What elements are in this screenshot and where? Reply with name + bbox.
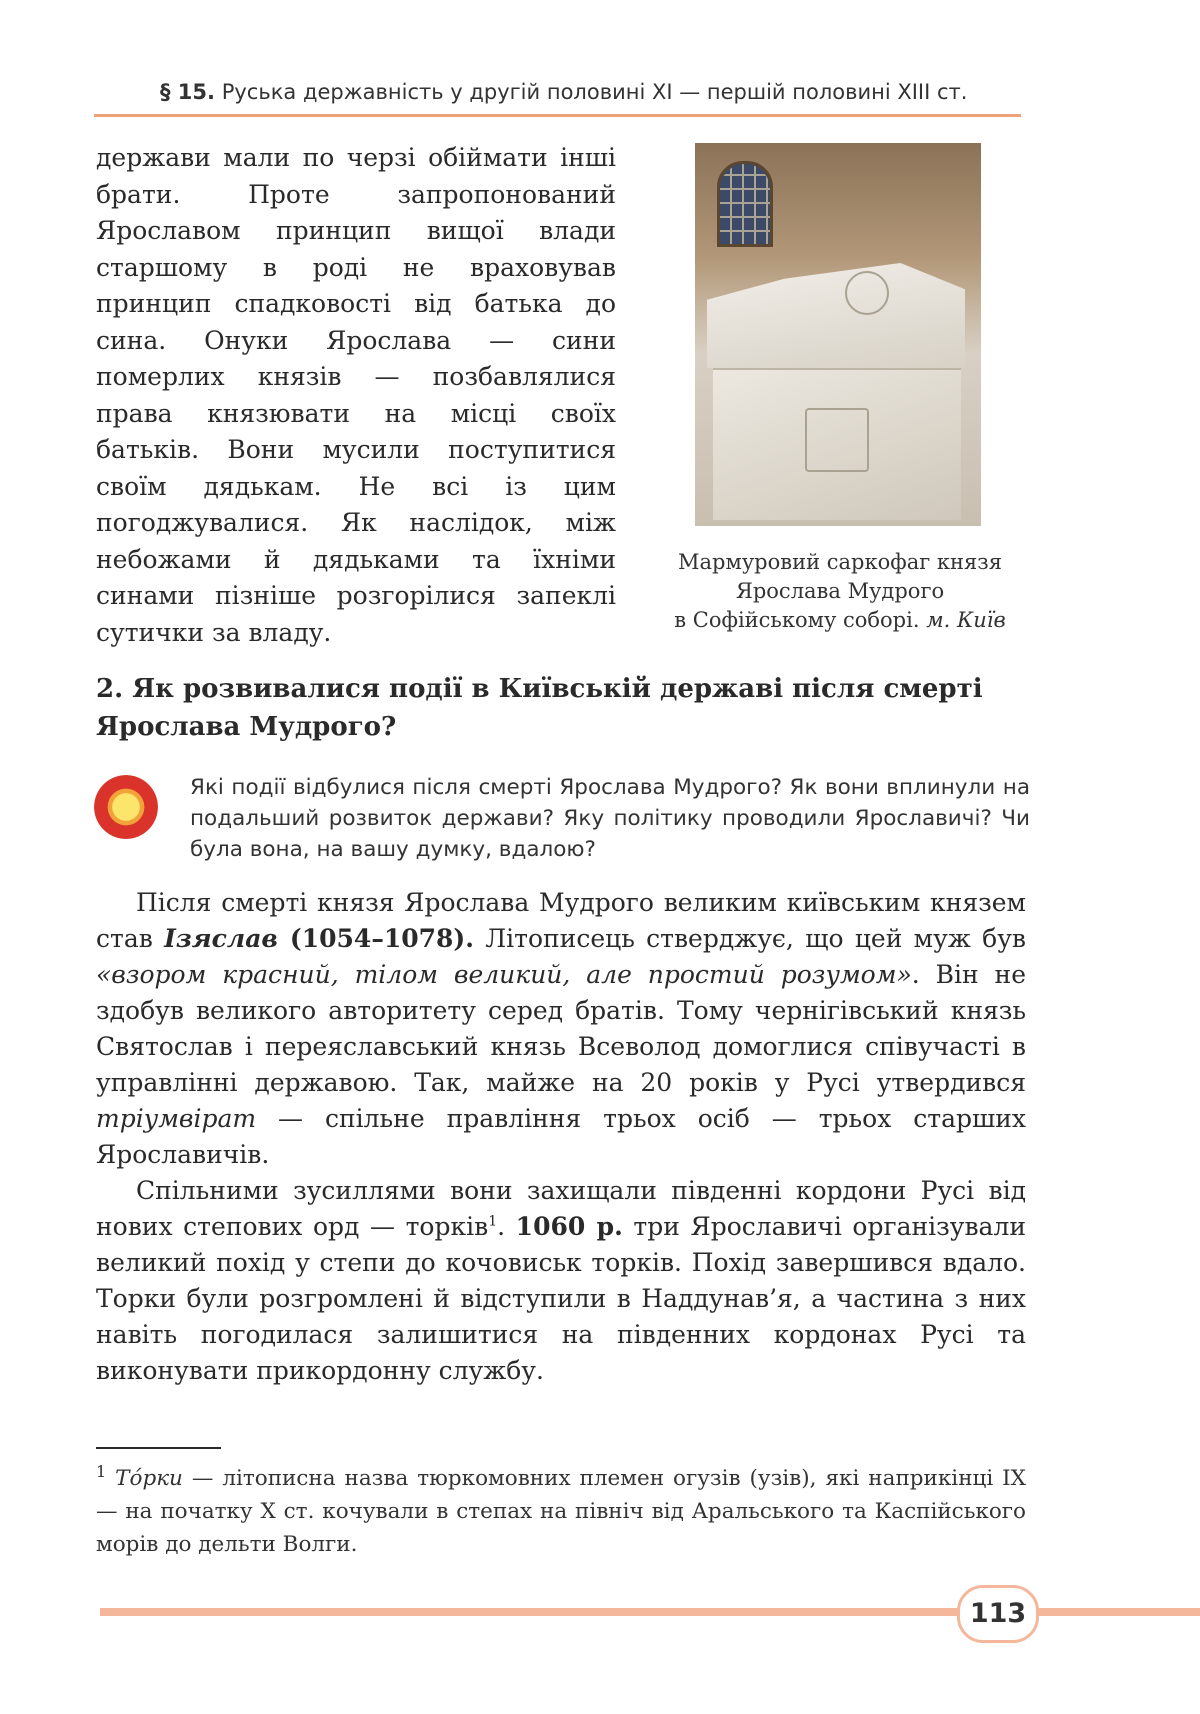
section-number: § 15. [160, 80, 216, 104]
caption-line-1: Мармуровий саркофаг князя [678, 550, 1002, 574]
carved-cross-detail [805, 408, 869, 472]
intro-text-column [96, 140, 616, 651]
page-number: 113 [957, 1585, 1039, 1643]
caption-line-3: в Софійському соборі. м. Київ [674, 608, 1006, 632]
footnote-number: 1 [96, 1462, 107, 1481]
paragraph-torks: Спільними зусиллями вони захищали південні кордони Русі від нових степових орд — торків$^1$. 1060 р. три Ярославичі організували великий похід у степи до кочовиськ торків. Похід завершився вдало. Торки були розгромлені й відступили в Наддунав’я, а частина з них навіть погодилася залишитися на південних кордонах Русі та виконувати прикордонну службу. [96, 1176, 1027, 1385]
reign-years: (1054–1078). [277, 924, 474, 953]
footnote-ref: 1 [488, 1213, 498, 1230]
term-triumvirate: тріумвірат [96, 1104, 257, 1133]
window-detail [717, 161, 773, 247]
footnote-divider [96, 1447, 221, 1449]
year-1060: 1060 р. [515, 1212, 623, 1241]
footnote: $^1$ Тóрки — літописна назва тюркомовних племен огузів (узів), які наприкінці IX — на початку X ст. кочували в степах на північ від Аральського та Каспійського морів до дельти Волги. [96, 1462, 1026, 1558]
sarcophagus-lid [707, 263, 965, 368]
header-divider [94, 114, 1021, 117]
ornament-icon [94, 775, 158, 839]
footnote-term: Тóрки [115, 1466, 183, 1492]
intro-paragraph: держави мали по черзі обіймати інші брати. Проте запропонований Ярославом принцип вищої влади старшому в роді не враховував принцип спадковості від батька до сина. Онуки Ярослава — сини померлих князів — позбавлялися права князювати на місці своїх батьків. Вони мусили поступитися своїм дядькам. Не всі із цим погоджувалися. Як наслідок, між небожами й дядьками та їхніми синами пізніше розгорілися запеклі сутички за владу. [96, 143, 616, 647]
chronicle-quote: «взором красний, тілом великий, але простий розумом» [96, 960, 912, 989]
main-text [96, 885, 1026, 1389]
paragraph-izyaslav: Після смерті князя Ярослава Мудрого великим київським князем став Ізяслав (1054–1078). Літописець стверджує, що цей муж був «взором красний, тілом великий, але простий розумом». Він не здобув великого авторитету серед братів. Тому чернігівський князь Святослав і переяславський князь Всеволод домоглися співучасті в управлінні державою. Так, майже на 20 років у Русі утвердився тріумвірат — спільне правління трьох осіб — трьох старших Ярославичів. [96, 888, 1027, 1169]
section-question-heading: 2. Як розвивалися події в Київській державі після смерті Ярослава Мудрого? [96, 674, 983, 742]
running-header [160, 80, 1020, 118]
caption-line-2: Ярослава Мудрого [735, 579, 945, 603]
section-title: Руська державність у другій половині XI — першій половині XIII ст. [221, 80, 968, 104]
carved-wheel-detail [845, 271, 889, 315]
review-questions: Які події відбулися після смерті Ярослава Мудрого? Як вони вплинули на подальший розвиток держави? Яку політику проводили Ярославичі? Чи була вона, на вашу думку, вдалою? [190, 775, 1030, 862]
sarcophagus-photo [695, 143, 981, 526]
caption-place: м. Київ [926, 608, 1006, 632]
name-izyaslav: Ізяслав [164, 924, 278, 953]
photo-caption [640, 548, 1040, 635]
